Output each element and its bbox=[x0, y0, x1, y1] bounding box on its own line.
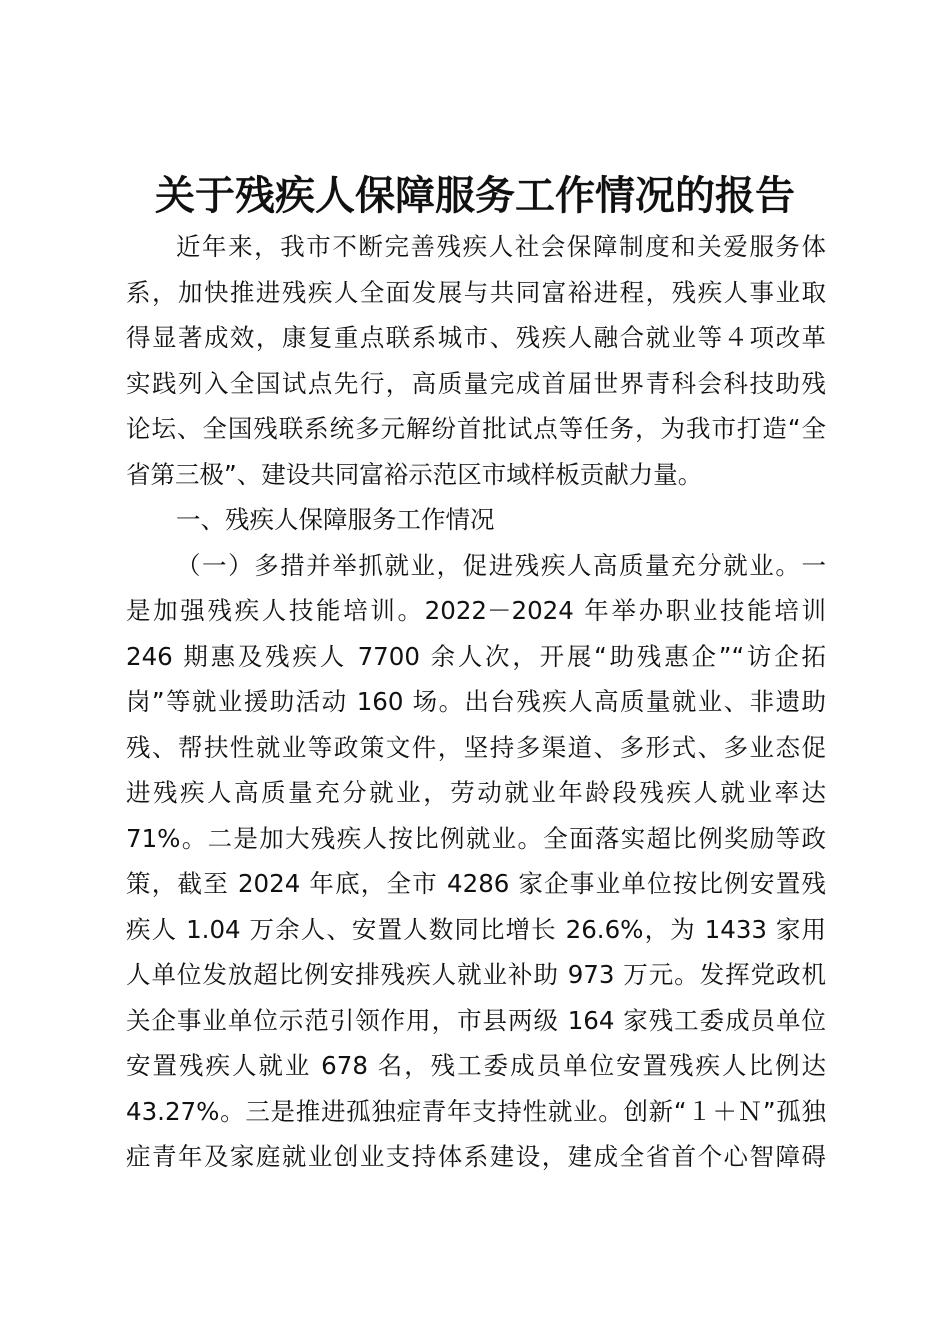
paragraph-line: 省第三极”、建设共同富裕示范区市域样板贡献力量。 bbox=[126, 459, 703, 489]
paragraph-line: 疾人 1.04 万余人、安置人数同比增长 26.6%，为 1433 家用 bbox=[126, 914, 826, 944]
paragraph-line: （一）多措并举抓就业，促进残疾人高质量充分就业。一 bbox=[176, 550, 826, 580]
paragraph-line: 实践列入全国试点先行，高质量完成首届世界青科会科技助残 bbox=[126, 368, 826, 398]
section-heading: 一、残疾人保障服务工作情况 bbox=[176, 505, 495, 534]
paragraph-line: 246 期惠及残疾人 7700 余人次，开展“助残惠企”“访企拓 bbox=[126, 641, 826, 671]
paragraph-line: 71%。二是加大残疾人按比例就业。全面落实超比例奖励等政 bbox=[126, 823, 826, 853]
paragraph-line: 策，截至 2024 年底，全市 4286 家企事业单位按比例安置残 bbox=[126, 869, 826, 898]
paragraph-line: 症青年及家庭就业创业支持体系建设，建成全省首个心智障碍 bbox=[126, 1142, 826, 1171]
paragraph-line: 近年来，我市不断完善残疾人社会保障制度和关爱服务体 bbox=[176, 232, 826, 261]
document-body bbox=[126, 224, 826, 1180]
paragraph-line: 43.27%。三是推进孤独症青年支持性就业。创新“１＋Ｎ”孤独 bbox=[126, 1096, 826, 1126]
paragraph-line: 岗”等就业援助活动 160 场。出台残疾人高质量就业、非遗助 bbox=[126, 687, 826, 716]
paragraph-line: 得显著成效，康复重点联系城市、残疾人融合就业等４项改革 bbox=[126, 323, 826, 352]
paragraph-line: 是加强残疾人技能培训。2022－2024 年举办职业技能培训 bbox=[126, 596, 826, 625]
document-title: 关于残疾人保障服务工作情况的报告 bbox=[155, 172, 795, 219]
paragraph-line: 人单位发放超比例安排残疾人就业补助 973 万元。发挥党政机 bbox=[126, 960, 826, 989]
paragraph-line: 残、帮扶性就业等政策文件，坚持多渠道、多形式、多业态促 bbox=[126, 732, 826, 762]
paragraph-line: 安置残疾人就业 678 名，残工委成员单位安置残疾人比例达 bbox=[126, 1051, 826, 1080]
paragraph-line: 系，加快推进残疾人全面发展与共同富裕进程，残疾人事业取 bbox=[126, 277, 826, 307]
paragraph-line: 论坛、全国残联系统多元解纷首批试点等任务，为我市打造“全 bbox=[126, 414, 826, 443]
paragraph-line: 关企事业单位示范引领作用，市县两级 164 家残工委成员单位 bbox=[126, 1005, 826, 1035]
paragraph-line: 进残疾人高质量充分就业，劳动就业年龄段残疾人就业率达 bbox=[126, 778, 826, 807]
